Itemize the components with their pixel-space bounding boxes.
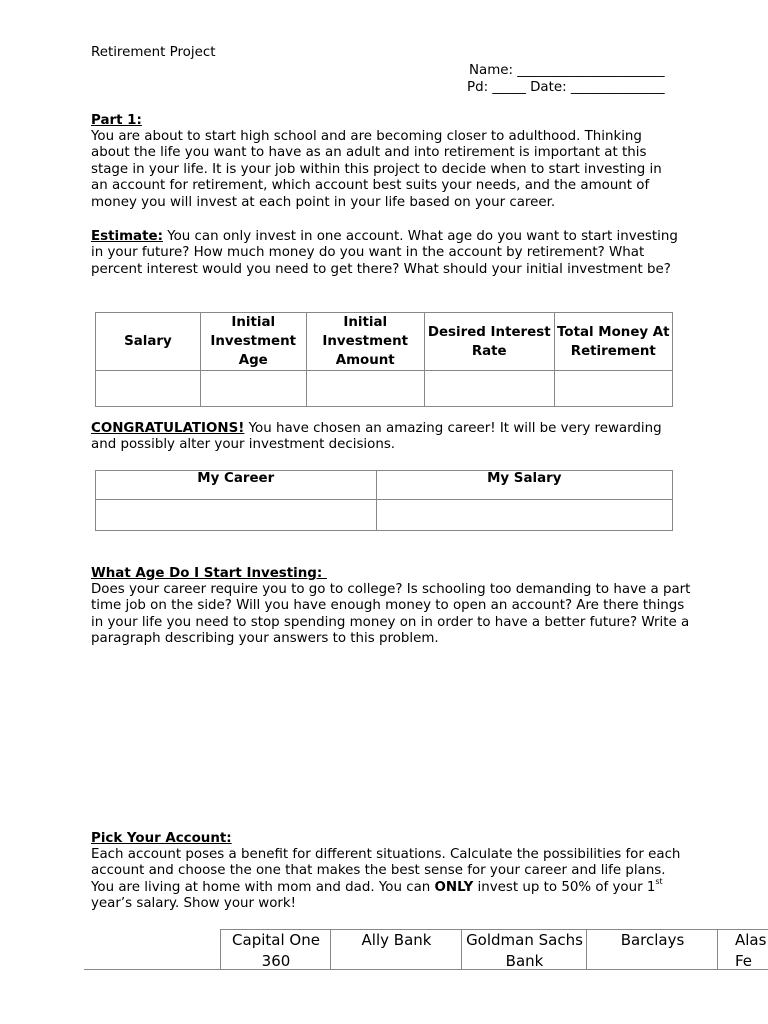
career-table [95,470,673,531]
age-section-heading: What Age Do I Start Investing: [91,566,327,581]
name-field-line: Name: ______________________ [469,63,665,78]
estimate-text: You can only invest in one account. What age do you want to start investing in your future? How much money do you want in the account by retirement? What percent interest would you need to get there? What should your initial investment be? [91,229,678,277]
estimate-col-initial-age: Initial Investment Age [200,313,306,371]
account-goldman-sachs: Goldman Sachs Bank [461,929,587,970]
estimate-cell-total-money[interactable] [554,371,672,407]
estimate-cell-interest-rate[interactable] [424,371,554,407]
part1-heading: Part 1: [91,113,142,128]
pick-text-b: invest up to 50% of your 1 [473,879,656,895]
congrats-text: You have chosen an amazing career! It will be very rewarding and possibly alter your investment decisions. [91,421,662,453]
estimate-col-salary: Salary [96,313,201,371]
estimate-cell-initial-amount[interactable] [306,371,424,407]
age-section-paragraph: Does your career require you to go to college? Is schooling too demanding to have a part time job on the side? Will you have enough money to open an account? Are there things in your life you need to stop spending money on in order to have a better future? Write a paragraph describing your answers to this problem. [91,582,691,647]
career-cell-career[interactable] [96,500,377,531]
pick-text-a: Each account poses a benefit for different situations. Calculate the possibilities for each account and choose the one that makes the best sense for your career and life plans. You are living at home with mom and dad. You can [91,847,681,895]
pick-text-only: ONLY [434,879,474,895]
pick-account-paragraph [91,847,691,913]
estimate-col-initial-amount: Initial Investment Amount [306,313,424,371]
account-alaska-usa: Alas Fe [717,929,768,969]
document-title: Retirement Project [91,45,216,60]
career-col-salary: My Salary [376,471,672,500]
career-col-career: My Career [96,471,377,500]
estimate-col-interest-rate: Desired Interest Rate [424,313,554,371]
pick-text-c: year’s salary. Show your work! [91,896,297,912]
pick-account-heading: Pick Your Account: [91,831,232,846]
pick-text-sup: st [655,877,663,887]
period-date-line: Pd: _____ Date: ______________ [467,80,665,95]
account-ally-bank: Ally Bank [330,929,462,970]
estimate-cell-initial-age[interactable] [200,371,306,407]
estimate-label: Estimate: [91,229,163,244]
estimate-col-total-money: Total Money At Retirement [554,313,672,371]
career-cell-salary[interactable] [376,500,672,531]
congrats-paragraph [91,421,681,454]
account-barclays: Barclays [586,929,718,970]
estimate-paragraph [91,229,681,278]
table-bottom-rule [84,969,768,970]
estimate-cell-salary[interactable] [96,371,201,407]
estimate-table [95,312,673,407]
part1-paragraph: You are about to start high school and are becoming closer to adulthood. Thinking about the life you want to have as an adult and into retirement is important at this stage in your life. It is your job within this project to decide when to start investing in an account for retirement, which account best suits your needs, and the amount of money you will invest at each point in your life based on your career. [91,129,662,210]
account-capital-one: Capital One 360 [220,929,331,970]
congrats-label: CONGRATULATIONS! [91,421,245,436]
